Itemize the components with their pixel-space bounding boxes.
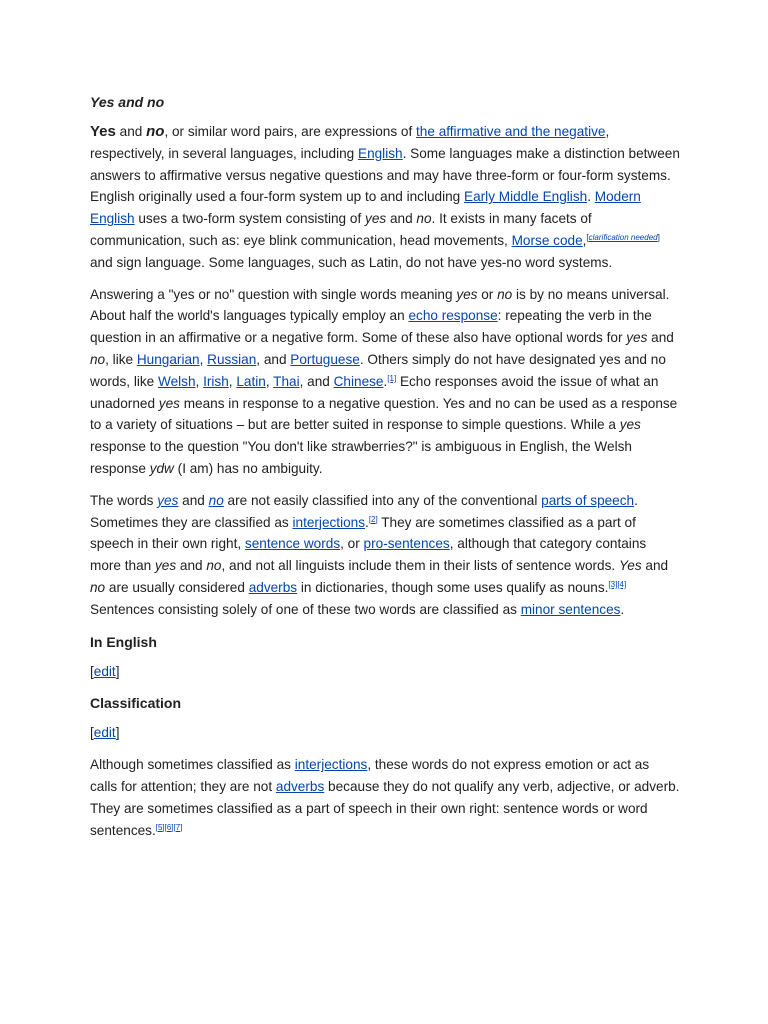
citation-link-1[interactable]: [1] <box>387 373 397 383</box>
citation <box>608 580 626 589</box>
edit-link[interactable]: edit <box>93 725 116 741</box>
link-interjections[interactable]: interjections <box>292 514 366 530</box>
italic-yes: yes <box>619 417 641 433</box>
citation-link-7[interactable]: [7] <box>173 822 183 832</box>
link-minor-sentences[interactable]: minor sentences <box>520 601 621 617</box>
link-yes[interactable]: yes <box>157 492 179 508</box>
text: , <box>582 232 587 248</box>
text: They are sometimes classified as a part of speech in their own right, <box>90 514 636 552</box>
citation-link-4[interactable]: [4] <box>617 579 627 589</box>
text: or <box>477 286 498 302</box>
text: , although that category contains more than <box>90 536 647 574</box>
text: and <box>647 330 674 346</box>
link-portuguese[interactable]: Portuguese <box>290 351 360 367</box>
citation <box>156 823 183 832</box>
text: : repeating the verb in the question in an affirmative or a negative form. Some of these also have optional words for <box>90 308 652 346</box>
classification-detail-paragraph <box>90 754 680 841</box>
bracket: [ <box>90 663 94 679</box>
italic-yes: yes <box>626 330 648 346</box>
text: Although sometimes classified as <box>90 757 295 773</box>
italic-no: no <box>90 579 106 595</box>
citation-link-5[interactable]: [5] <box>155 822 165 832</box>
text: The words <box>90 492 158 508</box>
text: . <box>383 373 388 389</box>
italic-no: no <box>416 211 432 227</box>
text: and <box>178 492 209 508</box>
text: , <box>195 373 204 389</box>
text: Sentences consisting solely of one of these two words are classified as <box>90 601 521 617</box>
text: in dictionaries, though some uses qualify as nouns. <box>297 579 609 595</box>
classification-paragraph <box>90 490 680 621</box>
link-modern-english[interactable]: Modern English <box>90 189 641 227</box>
text: and <box>386 211 417 227</box>
text: . It exists in many facets of communication, such as: eye blink communication, head movements, <box>90 211 592 248</box>
link-english[interactable]: English <box>358 145 403 161</box>
text: . <box>365 514 369 530</box>
text: . Sometimes they are classified as <box>90 492 638 530</box>
text: , these words do not express emotion or act as calls for attention; they are not <box>90 757 650 794</box>
italic-ydw: ydw <box>149 460 174 476</box>
text: , <box>199 351 208 367</box>
text: , like <box>105 351 137 367</box>
text: are usually considered <box>105 579 249 595</box>
link-hungarian[interactable]: Hungarian <box>136 351 200 367</box>
text: , or <box>340 536 364 552</box>
citation <box>387 374 396 383</box>
italic-yes: yes <box>456 286 478 302</box>
edit-link[interactable]: edit <box>93 663 116 679</box>
bracket: ] <box>115 663 120 679</box>
intro-paragraph <box>90 121 680 274</box>
citation <box>369 515 378 524</box>
link-affirmative-negative[interactable]: the affirmative and the negative <box>416 124 606 139</box>
link-sentence-words[interactable]: sentence words <box>244 536 341 552</box>
link-irish[interactable]: Irish <box>203 373 229 389</box>
citation-link-6[interactable]: [6] <box>164 822 174 832</box>
italic-no: no <box>497 286 513 302</box>
text: because they do not qualify any verb, adjective, or adverb. They are sometimes classified as a part of speech in their own right: sentence words or word sentences. <box>90 778 680 838</box>
text: , and <box>256 351 291 367</box>
text: . Others simply do not have designated yes and no words, like <box>90 351 666 389</box>
clarification-needed-tag: [clarification needed] <box>586 232 660 242</box>
italic-yes: yes <box>154 558 177 574</box>
link-morse-code[interactable]: Morse code <box>511 232 583 248</box>
echo-paragraph <box>90 284 680 480</box>
bold-no: no <box>146 123 165 140</box>
italic-yes: yes <box>365 211 387 227</box>
link-parts-of-speech[interactable]: parts of speech <box>541 492 635 508</box>
text: and <box>115 124 147 139</box>
text: are not easily classified into any of the conventional <box>223 492 542 508</box>
link-adverbs[interactable]: adverbs <box>275 778 325 794</box>
citation-link-2[interactable]: [2] <box>368 514 378 524</box>
link-latin[interactable]: Latin <box>236 373 266 389</box>
text: . <box>587 189 595 205</box>
link-welsh[interactable]: Welsh <box>158 373 196 389</box>
link-interjections[interactable]: interjections <box>294 757 368 773</box>
text: , and not all linguists include them in their lists of sentence words. <box>221 558 619 574</box>
italic-no: no <box>206 558 222 574</box>
italic-yes: Yes <box>618 558 642 574</box>
edit-section-link <box>90 661 680 683</box>
text: and sign language. Some languages, such as Latin, do not have yes-no word systems. <box>90 254 613 270</box>
italic-yes: yes <box>158 395 180 411</box>
link-early-middle-english[interactable]: Early Middle English <box>464 189 588 205</box>
link-echo-response[interactable]: echo response <box>408 308 498 324</box>
italic-no: no <box>90 351 106 367</box>
text: Answering a "yes or no" question with single words meaning <box>90 286 457 302</box>
text: and <box>641 558 669 574</box>
section-heading-in-english: In English <box>90 633 157 650</box>
text: and <box>176 558 207 574</box>
text: uses a two-form system consisting of <box>134 211 366 227</box>
bracket: ] <box>115 725 120 741</box>
text: is by no means universal. About half the world's languages typically employ an <box>90 286 670 324</box>
text: means in response to a negative question. Yes and no can be used as a response to a variety of situations – but are better suited in response to simple questions. While a <box>90 395 678 433</box>
article <box>90 91 680 851</box>
bracket: [ <box>90 725 94 741</box>
text: , <box>228 373 237 389</box>
section-heading-classification: Classification <box>90 695 182 712</box>
text: , or similar word pairs, are expressions of <box>164 124 417 139</box>
text: (I am) has no ambiguity. <box>173 460 323 476</box>
text: response to the question "You don't like strawberries?" is ambiguous in English, the Welsh response <box>90 439 632 476</box>
text: , <box>265 373 274 389</box>
text: Echo responses avoid the issue of what an unadorned <box>90 373 659 411</box>
page-title: Yes and no <box>90 94 165 110</box>
bold-yes: Yes <box>90 123 116 140</box>
link-pro-sentences[interactable]: pro-sentences <box>363 536 450 552</box>
link-clarification-needed[interactable]: clarification needed <box>588 232 658 242</box>
text: . <box>620 601 625 617</box>
text: , respectively, in several languages, including <box>90 124 610 161</box>
link-thai[interactable]: Thai <box>273 373 300 389</box>
link-chinese[interactable]: Chinese <box>333 373 384 389</box>
text: . Some languages make a distinction between answers to affirmative versus negative questions and may have three-form or four-form systems. English originally used a four-form system up to and including <box>90 145 680 205</box>
citation-link-3[interactable]: [3] <box>608 579 618 589</box>
link-russian[interactable]: Russian <box>207 351 257 367</box>
link-adverbs[interactable]: adverbs <box>248 579 298 595</box>
text: , and <box>299 373 334 389</box>
link-no[interactable]: no <box>208 492 224 508</box>
edit-section-link <box>90 722 680 744</box>
